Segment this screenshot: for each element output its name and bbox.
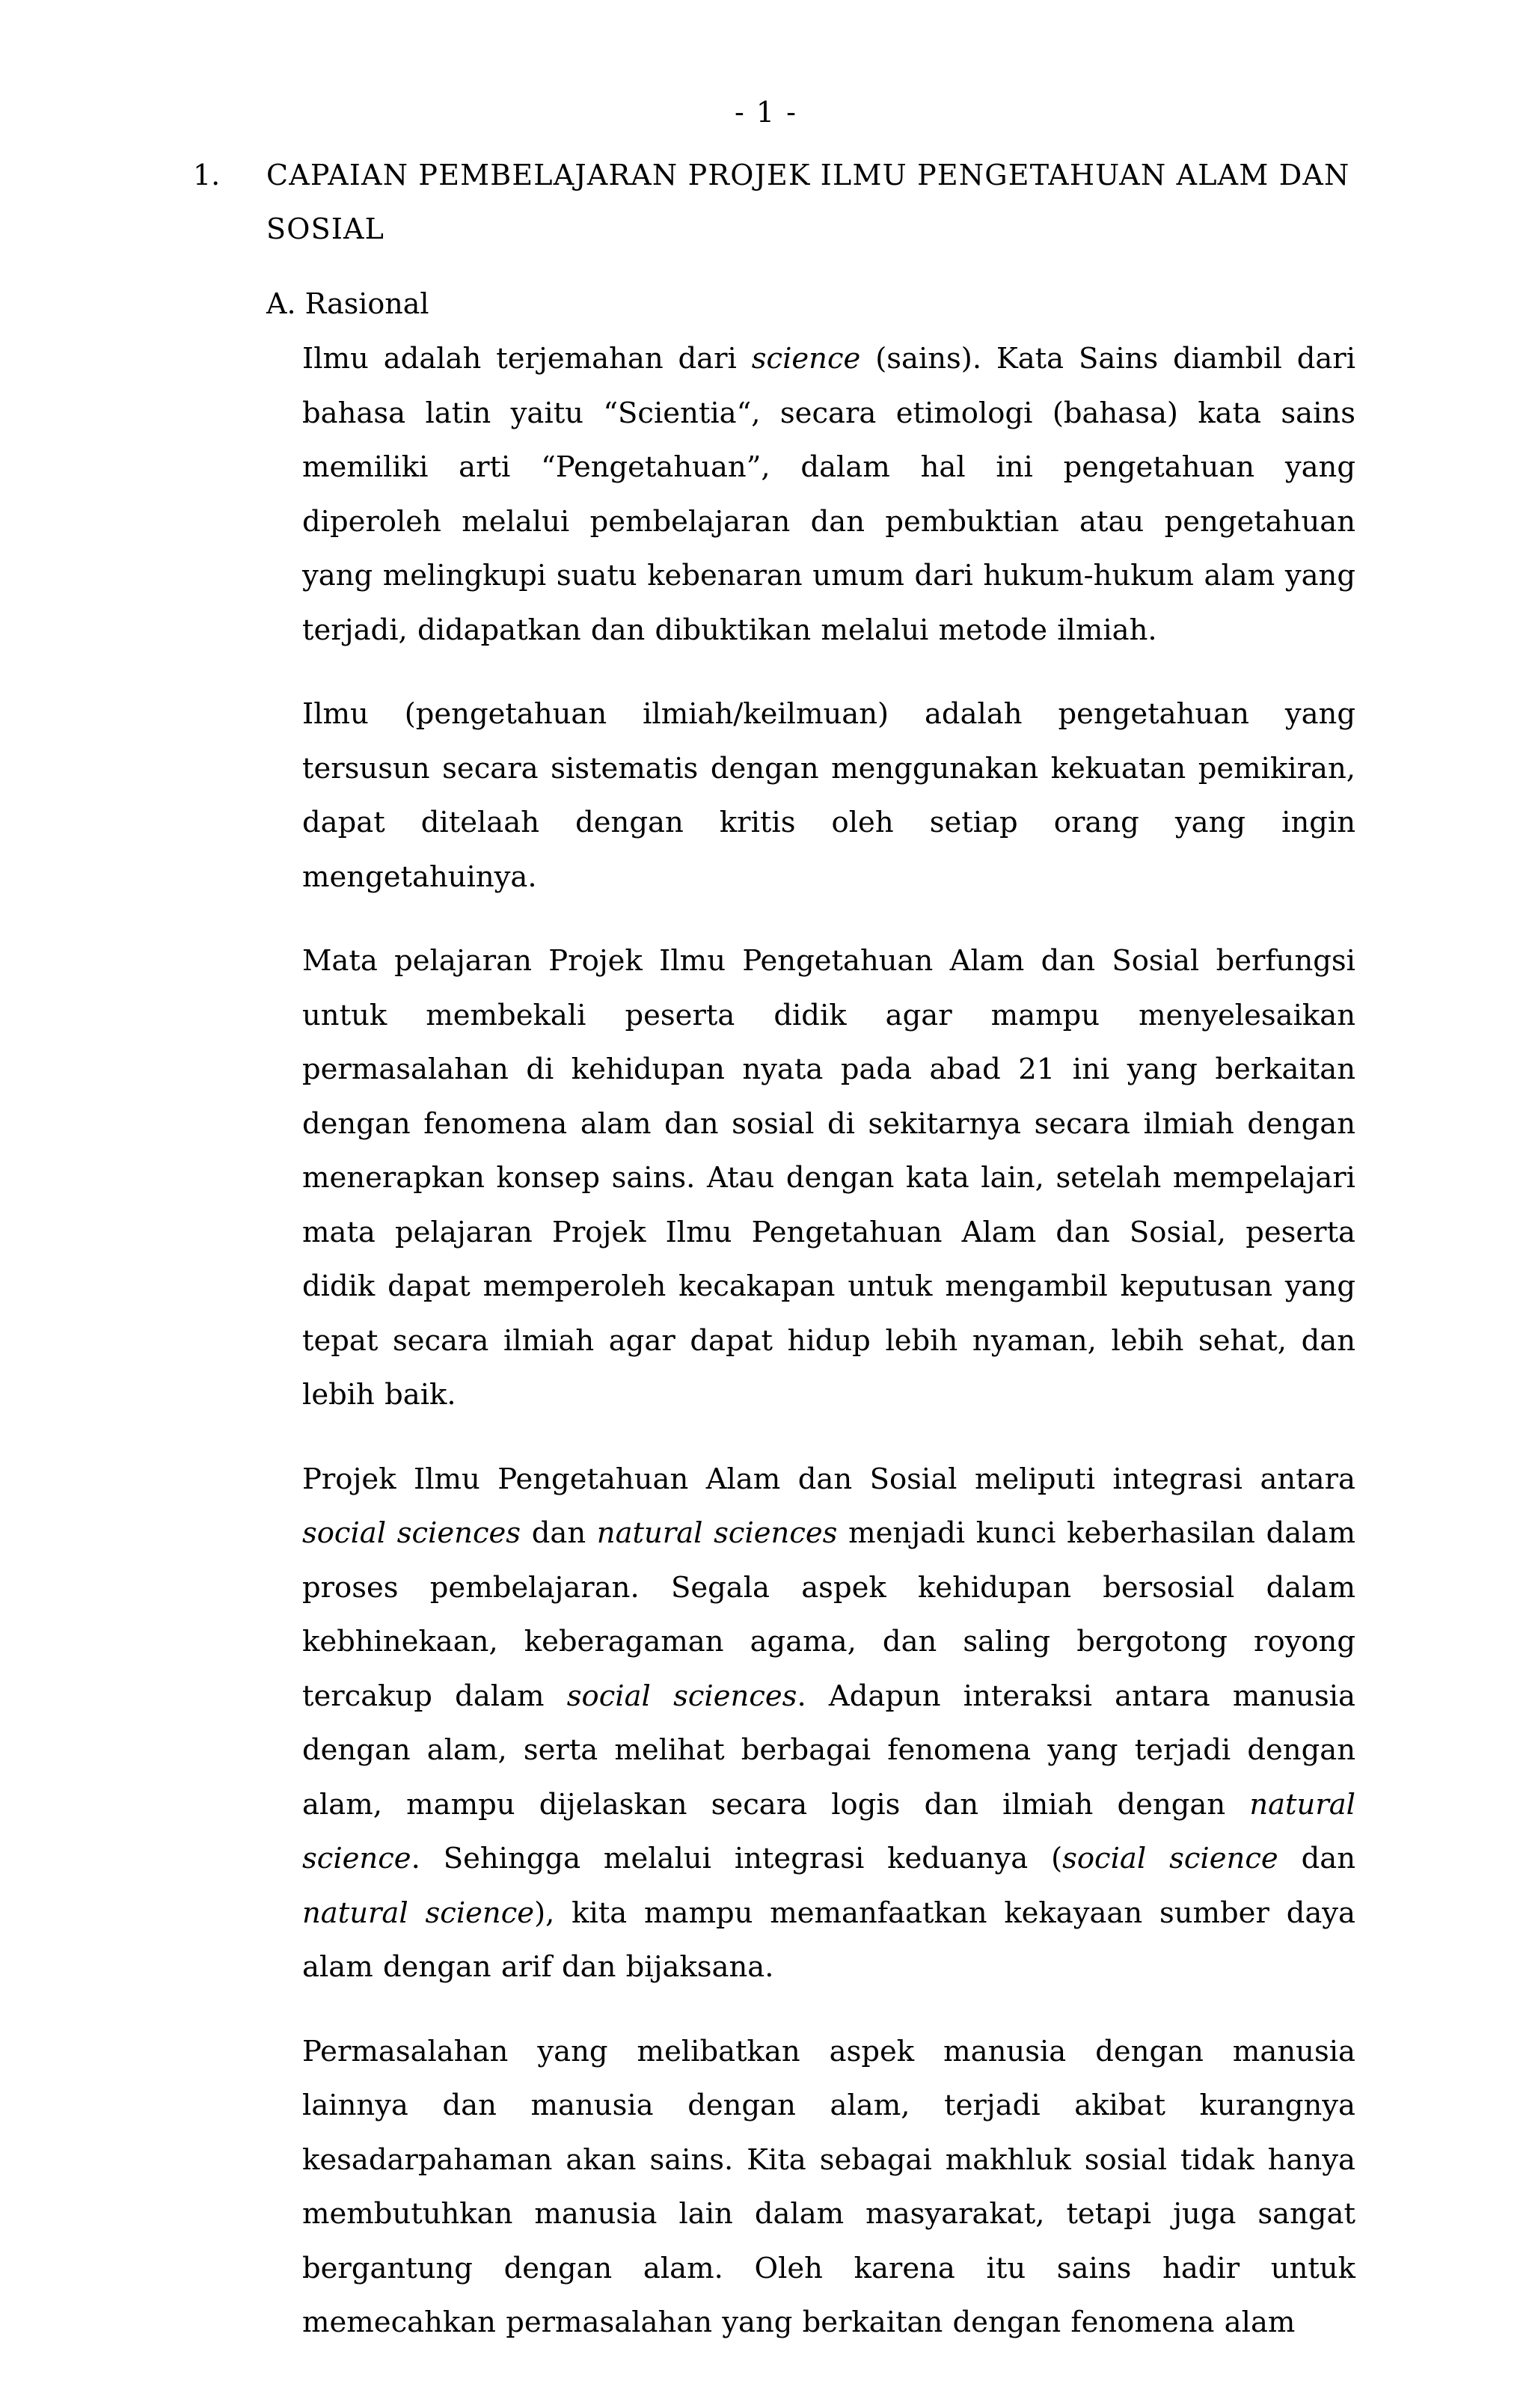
text-run: dan	[521, 1516, 597, 1550]
text-run: Mata pelajaran Projek Ilmu Pengetahuan Alam dan Sosial berfungsi untuk membekali peserta didik agar mampu menyelesaikan permasalahan di kehidupan nyata pada abad 21 ini yang berkaitan dengan fenomena alam dan sosial di sekitarnya secara ilmiah dengan menerapkan konsep sains. Atau dengan kata lain, setelah mempelajari mata pelajaran Projek Ilmu Pengetahuan Alam dan Sosial, peserta didik dapat memperoleh kecakapan untuk mengambil keputusan yang tepat secara ilmiah agar dapat hidup lebih nyaman, lebih sehat, dan lebih baik.	[302, 944, 1355, 1412]
italic-term: social sciences	[566, 1679, 797, 1713]
italic-term: natural science	[302, 1787, 1355, 1875]
text-run: . Sehingga melalui integrasi keduanya (	[411, 1842, 1063, 1875]
text-run: Ilmu (pengetahuan ilmiah/keilmuan) adalah pengetahuan yang tersusun secara sistematis dengan menggunakan kekuatan pemikiran, dapat ditelaah dengan kritis oleh setiap orang yang ingin mengetahuinya.	[302, 697, 1355, 894]
text-run: menjadi kunci keberhasilan dalam proses pembelajaran. Segala aspek kehidupan bersosial dalam kebhinekaan, keberagaman agama, dan saling bergotong royong tercakup dalam	[302, 1516, 1356, 1713]
text-run: (sains). Kata Sains diambil dari bahasa latin yaitu “Scientia“, secara etimologi (bahasa) kata sains memiliki arti “Pengetahuan”, dalam hal ini pengetahuan yang diperoleh melalui pembelajaran dan pembuktian atau pengetahuan yang melingkupi suatu kebenaran umum dari hukum-hukum alam yang terjadi, didapatkan dan dibuktikan melalui metode ilmiah.	[302, 342, 1356, 647]
text-run: dan	[1278, 1842, 1355, 1875]
text-run: Projek Ilmu Pengetahuan Alam dan Sosial meliputi integrasi antara	[302, 1462, 1355, 1496]
paragraph-4	[302, 1453, 1355, 1995]
section-number: 1.	[193, 159, 221, 192]
paragraph-5	[302, 2025, 1355, 2350]
italic-term: natural sciences	[596, 1516, 838, 1550]
italic-term: social sciences	[302, 1516, 521, 1550]
section-title: CAPAIAN PEMBELAJARAN PROJEK ILMU PENGETAHUAN ALAM DAN SOSIAL	[266, 159, 1350, 245]
text-run: ), kita mampu memanfaatkan kekayaan sumber daya alam dengan arif dan bijaksana.	[302, 1896, 1355, 1984]
paragraph-3	[302, 934, 1355, 1423]
italic-term: social science	[1062, 1842, 1278, 1875]
page-number: - 1 -	[734, 96, 797, 129]
text-run: . Adapun interaksi antara manusia dengan alam, serta melihat berbagai fenomena yang terjadi dengan alam, mampu dijelaskan secara logis dan ilmiah dengan	[302, 1679, 1355, 1822]
text-run: Permasalahan yang melibatkan aspek manusia dengan manusia lainnya dan manusia dengan alam, terjadi akibat kurangnya kesadarpahaman akan sains. Kita sebagai makhluk sosial tidak hanya membutuhkan manusia lain dalam masyarakat, tetapi juga sangat bergantung dengan alam. Oleh karena itu sains hadir untuk memecahkan permasalahan yang berkaitan dengan fenomena alam	[302, 2034, 1355, 2339]
subsection-heading: A. Rasional	[266, 287, 429, 320]
paragraph-1	[302, 332, 1355, 658]
body-text	[302, 332, 1355, 2380]
italic-term: natural science	[302, 1896, 535, 1930]
italic-term: science	[751, 342, 861, 376]
text-run: Ilmu adalah terjemahan dari	[302, 342, 752, 376]
paragraph-2	[302, 687, 1355, 904]
